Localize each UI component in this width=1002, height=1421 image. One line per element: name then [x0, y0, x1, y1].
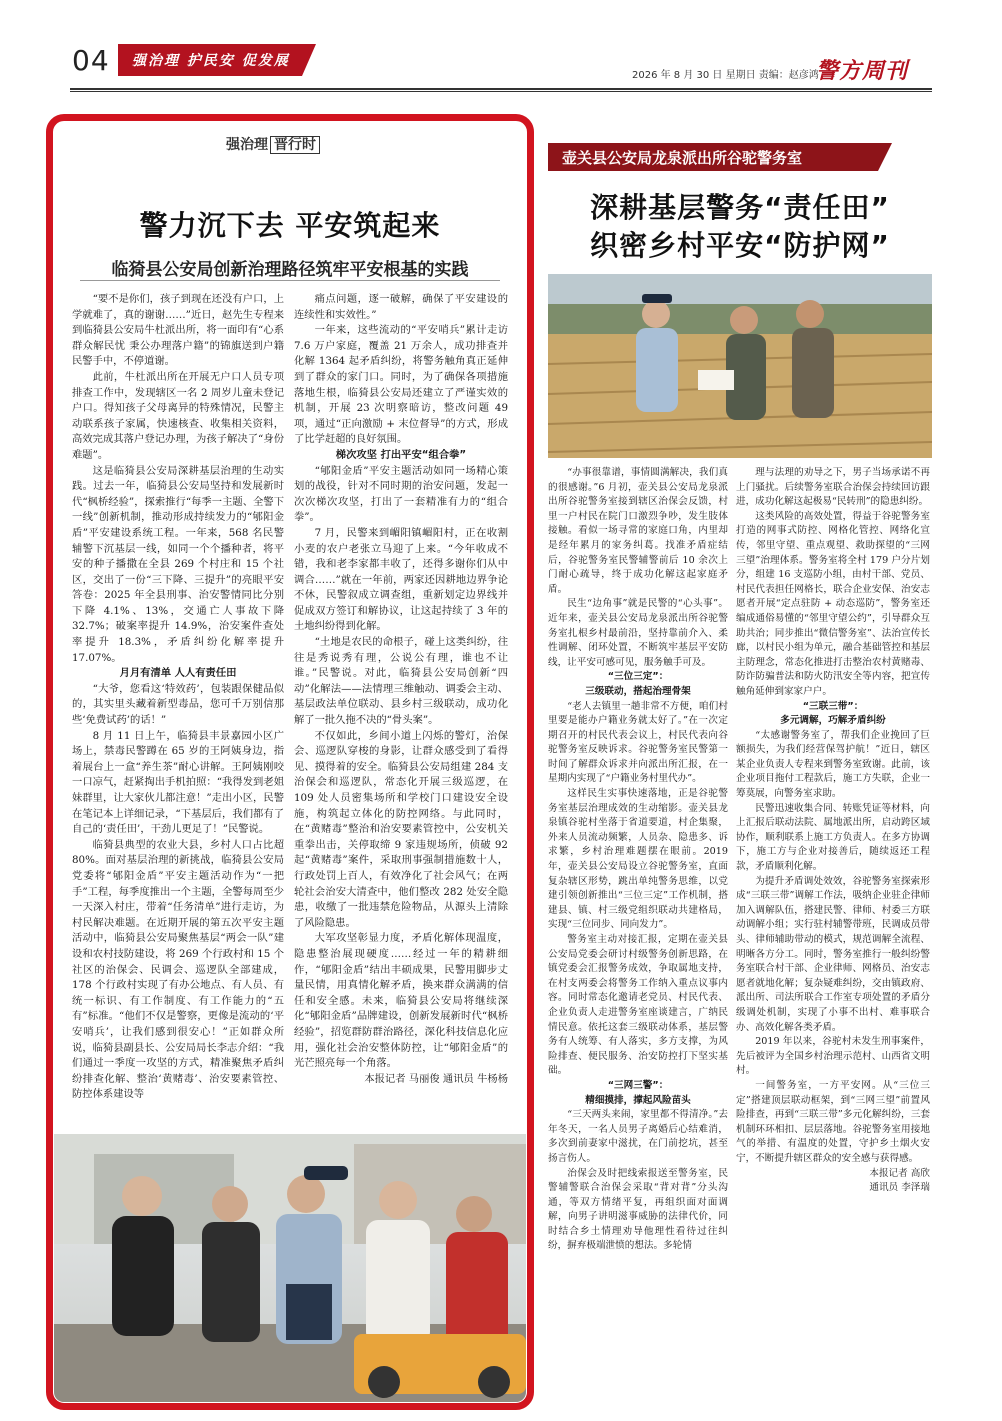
left-article-photo — [54, 1134, 526, 1402]
left-article-column-2 — [294, 292, 508, 1134]
paragraph: 一间警务室，一方平安网。从“三位三定”搭建顶层联动框架，到“三网三望”前置风险排查，再到“三联三带”多元化解纠纷，三套机制环环相扣、层层落地。谷驼警务室用接地气的举措、有温度的处置，守护乡土烟火安宁，不断提升辖区群众的安全感与获得感。 — [736, 1079, 930, 1164]
left-article-subtitle: 临猗县公安局创新治理路径筑牢平安根基的实践 — [111, 260, 469, 280]
column-tag-a: 强治理 — [226, 137, 268, 153]
police-station-tag — [548, 143, 878, 171]
paragraph: “土地是农民的命根子，碰上这类纠纷，往往是秀说秀有理，公说公有理，谁也不让谁。”民警说。对此，临猗县公安局创新“四动”化解法——法情理三维触动、调委会主动、基层政法单位联动、县乡村三级联动，成功化解了一批久拖不决的“骨头案”。 — [294, 636, 508, 727]
police-visit-illustration — [54, 1134, 526, 1402]
section-heading: 梯次攻坚 打出平安“组合拳” — [335, 448, 467, 461]
paragraph: “大爷，您看这‘特效药’，包装跟保健品似的，其实里头藏着新型毒品，您可千万别信那些‘免费试药’的话！” — [72, 682, 284, 727]
paragraph: “郇阳金盾”平安主题活动如同一场精心策划的战役，针对不同时期的治安问题，发起一次次梯次攻坚，打出了一套精准有力的“组合拳”。 — [294, 464, 508, 524]
section-heading: 三级联动，搭起治理骨架 — [585, 685, 691, 697]
section-heading: “三位三定”： — [607, 671, 669, 683]
right-article-title-line-2: 织密乡村平安“防护网” — [590, 229, 890, 262]
paragraph: 为提升矛盾调处效效，谷驼警务室探索形成“三联三带”调解工作法，吸纳企业驻企律师加入调解队伍，搭建民警、律师、村委三方联动调解小组；实行驻村辅警带班，民调成员带头、律师辅助带动的模式，规范调解全流程、明晰各方分工。同时，警务室推行一般纠纷警务室联合村干部、企业律师、网格员、治安志愿者就地化解；复杂疑难纠纷，交由镇政府、派出所、司法所联合工作室专项处置的矛盾分级调处机制，实现了小事不出村、难事联合办、高效化解各类矛盾。 — [736, 875, 930, 1033]
paragraph: “三天两头来闹，家里都不得清净。”去年冬天，一名人员男子离婚后心结难消，多次到前妻家中滋扰，在门前挖坑，甚至扬言伤人。 — [548, 1109, 728, 1164]
police-station-tag-text: 壶关县公安局龙泉派出所谷驼警务室 — [562, 149, 803, 167]
paragraph: “办事很靠谱，事情圆满解决，我们真的很感谢。”6 月初，壶关县公安局龙泉派出所谷驼警务室接到辖区治保会反馈，村里一户村民在院门口激烈争吵，发生肢体接触。看似一场寻常的家庭口角，内里却是经年累月的家务纠葛。找准矛盾症结后，谷驼警务室民警辅警前后 10 余次上门耐心疏导，终于成功化解这起家庭矛盾。 — [548, 467, 728, 595]
paragraph: 民生“边角事”就是民警的“心头事”。近年来，壶关县公安局龙泉派出所谷驼警务室扎根乡村最前沿，坚持靠前介入、柔性调解、闭环处置，不断筑牢基层平安防线，让平安可感可见，服务触手可及。 — [548, 598, 728, 668]
paragraph: 这是临猗县公安局深耕基层治理的生动实践。过去一年，临猗县公安局坚持和发展新时代“枫桥经验”，探索推行“每季一主题、全警下一线”创新机制，推动形成持续发力的“郇阳金盾”平安建设系统工程。一年来，568 名民警辅警下沉基层一线，如同一个个播种者，将平安的种子播撒在全县 269 个村庄和 15 个社区，交出了一份“三下降、三提升”的亮眼平安答卷：2025 年全县刑事、治安警情同比分别下降 4.1%、13%，交通亡人事故下降 32.7%；破案率提升 14.9%，治安案件查处率提升 18.3%，矛盾纠纷化解率提升 17.07%。 — [72, 464, 284, 664]
paragraph: 7 月，民警来到嵋阳镇嵋阳村，正在收割小麦的农户老张立马迎了上来。“今年收成不错，我和老李家都丰收了，还得多谢你们从中调合……”就在一年前，两家还因耕地边界争论不休，民警叙成立调查组，重新划定边界线并促成双方签订和解协议，让这起持续了 3 年的土地纠纷得到化解。 — [294, 526, 508, 633]
masthead-rule-thin — [70, 91, 932, 92]
paragraph: 一年来，这些流动的“平安哨兵”累计走访 7.6 万户家庭，覆盖 21 万余人，成功排查并化解 1364 起矛盾纠纷，将警务触角真正延伸到了群众的家门口。同时，为了确保各项措施落地生根，临猗县公安局还建立了严谨实效的机制，开展 23 次明察暗访，整改问题 49 项，通过“正向激励 + 末位督导”的方式，形成了比学赶超的良好氛围。 — [294, 324, 508, 446]
dateline: 2026 年 8 月 30 日 星期日 责编：赵彦鸿 — [632, 70, 819, 81]
paragraph: “要不是你们，孩子到现在还没有户口，上学就难了，真的谢谢……”近日，赵先生专程来到临猗县公安局牛杜派出所，将一面印有“心系群众解民忧 秉公办理落户籍”的锦旗送到户籍民警手中，不停道谢。 — [72, 293, 284, 368]
paragraph: 不仅如此，乡间小道上闪烁的警灯，治保会、巡逻队穿梭的身影，让群众感受到了看得见、摸得着的安全。临猗县公安局组建 284 支治保会和巡逻队，常态化开展三级巡逻，在 109 处人员密集场所和学校门口建设安全设施，构筑起立体化的防控网络。与此同时，在“黄赌毒”整治和治安要素管控中，公安机关重拳出击，关停取缔 9 家违规场所，侦破 92 起“黄赌毒”案件，采取刑事强制措施数十人，行政处罚上百人，有效净化了社会风气；在两轮社会治安大清查中，他们整改 282 处安全隐患，收缴了一批违禁危险物品，从源头上清除了风险隐患。 — [294, 729, 508, 929]
paragraph: “老人去镇里一趟非常不方便，咱们村里要是能办户籍业务就太好了。”在一次定期召开的村民代表会议上，村民代表向谷驼警务室反映诉求。谷驼警务室民警第一时间了解群众诉求并向派出所汇报，在一星期内实现了“户籍业务村里代办”。 — [548, 700, 728, 785]
column-tag-b: 晋行时 — [270, 136, 320, 154]
paragraph: 大军攻坚彰显力度，矛盾化解体现温度，隐患整治展现硬度……经过一年的精耕细作，“郇阳金盾”结出丰硕成果，民警用脚步丈量民情，用真情化解矛盾，换来群众满满的信任和安全感。未来，临猗县公安局将继续深化“郇阳金盾”品牌建设，创新发展新时代“枫桥经验”，招览群防群治路径，深化科技信息化应用，强化社会治安整体防控，让“郇阳金盾”的光芒照亮每一个角落。 — [294, 932, 508, 1070]
paragraph: 警务室主动对接汇报，定期在壶关县公安局党委会研讨村级警务创新思路，在镇党委会汇报警务成效，争取属地支持，在村支两委会将警务工作纳入重点议事内容。同时常态化邀请老党员、村民代表、企业负责人走进警务室座谈建言，广纳民情民意。依托这套三级联动体系，基层警务有人统筹、有人落实，多方支撑，为风险排查、便民服务、治安防控打下坚实基础。 — [548, 934, 728, 1077]
subtitle-rule — [80, 280, 500, 281]
right-article-column-2 — [736, 466, 930, 1410]
section-heading: 月月有清单 人人有责任田 — [119, 667, 237, 680]
byline: 本报记者 马丽俊 通讯员 牛杨杨 — [364, 1072, 508, 1085]
paragraph: 治保会及时把线索报送至警务室，民警辅警联合治保会采取“背对背”分头沟通，等双方情绪平复，再组织面对面调解，向男子讲明滋事威胁的法律代价，同时结合乡土情理劝导他理性看待过往纠纷，摒弃极端泄愤的想法。多轮情 — [548, 1167, 728, 1252]
paragraph: 8 月 11 日上午，临猗县丰景嘉园小区广场上，禁毒民警蹲在 65 岁的王阿姨身边，指着展台上一盒“养生茶”耐心讲解。王阿姨刚咬一口凉气，赶紧掏出手机拍照：“我得发到老姐妹群里，让大家伙儿都注意！”走出小区，民警在笔记本上详细记录，“下基层后，我们都有了自己的‘责任田’，干劲儿更足了！”民警说。 — [72, 729, 284, 836]
right-article-photo — [548, 274, 932, 458]
paragraph: 此前，牛杜派出所在开展无户口人员专项排查工作中，发现辖区一名 2 周岁儿童未登记户口。得知孩子父母离异的特殊情况，民警主动联系孩子家属，快速核查、收集相关资料，高效完成其落户登记办理，为孩子解决了“身份难题”。 — [72, 370, 284, 461]
paragraph: 这类风险的高效处置，得益于谷驼警务室打造的网事式防控、网格化管控、网络化宣传，邻里守望、重点观望、救助探望的“三网三望”治理体系。警务室将全村 179 户分片划分，组建 16 支巡防小组，由村干部、党员、村民代表担任网格长，联合企业安保、治安志愿者开展“定点驻防 + 动态巡防”，警务室还编成通俗易懂的“邻里守望公约”，引导群众互助共治；同步推出“微信警务室”、法治宣传长廊，以村民小组为单元，融合基础管控和基层主防理念，常态化推进打击整治农村黄赌毒、防诈防骗普法和防火防汛安全等内容，把宣传触角延伸到家家户户。 — [736, 510, 930, 697]
byline: 通讯员 李泽瑞 — [869, 1182, 930, 1194]
page-number: 04 — [72, 44, 110, 77]
byline: 本报记者 高欣 — [869, 1167, 930, 1179]
paragraph: 民警迅速收集合同、转账凭证等材料，向上汇报后联动法院、属地派出所，启动跨区域协作，顺利联系上施工方负责人。在多方协调下，施工方与企业对接善后，随续返还工程款，矛盾顺利化解。 — [736, 802, 930, 873]
paragraph: 理与法理的劝导之下，男子当场承诺不再上门骚扰。后续警务室联合治保会持续回访跟进，成功化解这起极易“民转刑”的隐患纠纷。 — [736, 467, 930, 508]
masthead-rule — [70, 88, 932, 90]
right-article-column-1 — [548, 466, 728, 1410]
slogan-banner — [118, 44, 302, 76]
paragraph: 这样民生实事快速落地，正是谷驼警务室基层治理成效的生动缩影。壶关县龙泉镇谷驼村坐落于省道要道，村企集聚，外来人员流动频繁，人员杂、隐患多、诉求繁，乡村治理难题摆在眼前。2019 年，壶关县公安局设立谷驼警务室，直面复杂辖区形势，跳出单纯警务思维，以党建引领创新推出“三位三定”工作机制，搭建县、镇、村三级党组织联动共建格局，实现“三位同步、同向发力”。 — [548, 788, 728, 931]
column-tag — [226, 134, 320, 154]
newspaper-name: 警方周刊 — [816, 58, 909, 84]
slogan-text: 强治理 护民安 促发展 — [132, 53, 290, 69]
section-heading: “三网三警”： — [607, 1079, 669, 1091]
left-article-title: 警力沉下去 平安筑起来 — [139, 209, 441, 242]
paragraph: “太感谢警务室了，帮我们企业挽回了巨额损失，为我们经营保驾护航！”近日，辖区某企业负责人专程来到警务室致谢。此前，该企业项目拖付工程款后，施工方失联，企业一筹莫展，向警务室求助。 — [736, 729, 930, 800]
paragraph: 临猗县典型的农业大县，乡村人口占比超 80%。面对基层治理的新挑战，临猗县公安局党委将“郇阳金盾”平安主题活动作为“一把手”工程，每季度推出一个主题，全警每周至少一天深入村庄，带着“任务清单”进行走访，为村民解决难题。在近期开展的第五次平安主题活动中，临猗县公安局聚焦基层“两会一队”建设和农村技防建设，将 269 个行政村和 15 个社区的治保会、民调会、巡逻队全部建成，178 个行政村实现了有办公地点、有人员、有统一标识、有工作制度、有工作能力的“五有”标准。“他们不仅是警察，更像是流动的‘平安哨兵’，让我们感到很安心！”正如群众所说，临猗县副县长、公安局局长李志介绍：“我们通过一季度一攻坚的方式，精准聚焦矛盾纠纷排查化解、整治‘黄赌毒’、治安要素管控、防控体系建设等 — [72, 838, 284, 1101]
masthead — [0, 0, 1002, 96]
paragraph: 痛点问题，逐一破解，确保了平安建设的连续性和实效性。” — [294, 293, 508, 321]
farmland-visit-illustration — [548, 274, 932, 458]
section-heading: “三联三带”： — [802, 700, 864, 712]
section-heading: 多元调解，巧解矛盾纠纷 — [780, 715, 886, 727]
right-article-title-line-1: 深耕基层警务“责任田” — [590, 191, 890, 224]
paragraph: 2019 年以来，谷驼村未发生刑事案件，先后被评为全国乡村治理示范村、山西省文明村。 — [736, 1036, 930, 1077]
left-article-column-1 — [72, 292, 284, 1124]
section-heading: 精细摸排，撑起风险苗头 — [585, 1094, 691, 1106]
